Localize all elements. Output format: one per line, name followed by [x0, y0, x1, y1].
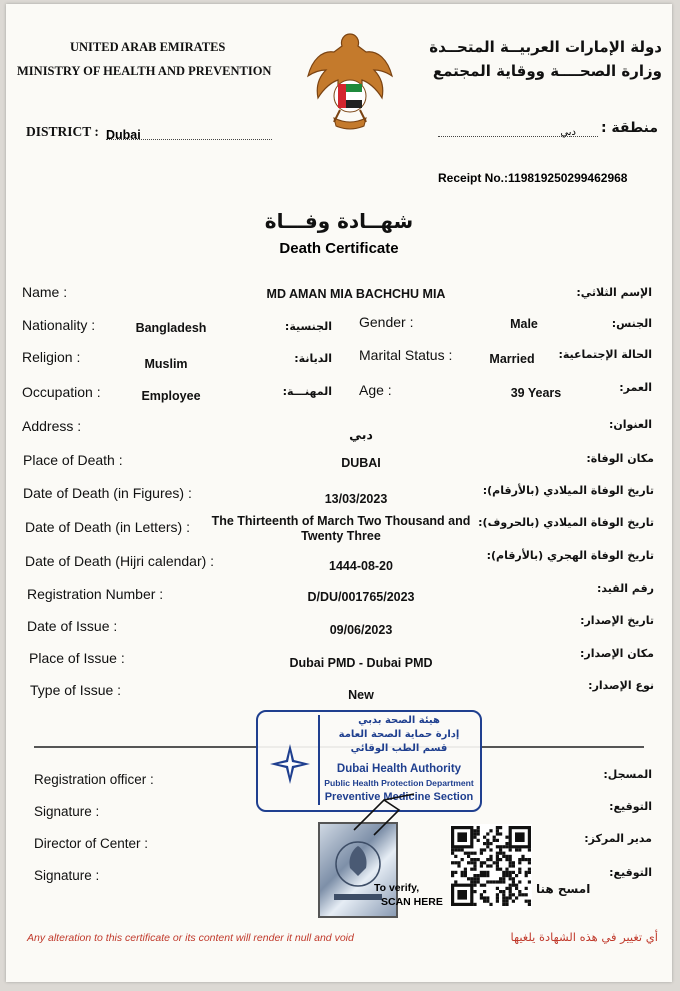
stamp-en-line3: Preventive Medicine Section: [324, 791, 474, 803]
gender-value: Male: [510, 317, 538, 331]
dod-letters-value-line2: Twenty Three: [301, 529, 381, 543]
registration-number-value: D/DU/001765/2023: [307, 590, 415, 604]
signature-scribble-icon: [344, 790, 424, 840]
dod-hijri-value: 1444-08-20: [329, 559, 393, 573]
name-label-ar: الإسم الثلاثي:: [576, 286, 652, 299]
date-of-issue-label: Date of Issue :: [27, 618, 118, 634]
district-line-en: [106, 126, 272, 140]
district-label-ar: منطقة :: [600, 120, 658, 136]
dha-logo-icon: [266, 740, 314, 788]
place-of-issue-label: Place of Issue :: [29, 650, 125, 666]
stamp-en-line2: Public Health Protection Department: [324, 778, 474, 788]
footer-warning-ar: أي تغيير في هذه الشهادة يلغيها: [510, 930, 658, 944]
country-ar: دولة الإمارات العربيــة المتحــدة: [429, 38, 662, 56]
dod-hijri-label-ar: تاريخ الوفاة الهجري (بالأرقام):: [486, 549, 654, 562]
address-label: Address :: [22, 418, 82, 434]
type-of-issue-label: Type of Issue :: [30, 682, 122, 698]
marital-label-ar: الحالة الإجتماعية:: [558, 348, 652, 361]
stamp-en-line1: Dubai Health Authority: [336, 763, 462, 775]
death-certificate: [6, 4, 672, 982]
director-label: Director of Center :: [34, 836, 149, 851]
verify-line1: To verify,: [374, 882, 420, 894]
address-label-ar: العنوان:: [608, 418, 652, 431]
marital-label: Marital Status :: [359, 347, 453, 363]
dod-letters-label-ar: تاريخ الوفاة الميلادي (بالحروف):: [478, 516, 654, 529]
signature2-label-ar: التوقيع:: [609, 866, 652, 879]
verify-ar: امسح هنا: [536, 882, 591, 896]
signature1-label: Signature :: [34, 804, 100, 819]
stamp-ar-line3: قسم الطب الوقائي: [350, 743, 448, 754]
nationality-value: Bangladesh: [135, 321, 207, 335]
dod-hijri-label: Date of Death (Hijri calendar) :: [25, 553, 215, 569]
religion-label: Religion :: [22, 349, 81, 365]
registration-number-label: Registration Number :: [27, 586, 164, 602]
registration-officer-label-ar: المسجل:: [603, 768, 652, 781]
age-label-ar: العمر:: [619, 381, 652, 394]
registration-officer-label: Registration officer :: [34, 772, 154, 787]
country-en: UNITED ARAB EMIRATES: [70, 40, 226, 54]
title-ar: شهــادة وفـــاة: [264, 209, 414, 233]
age-value: 39 Years: [510, 386, 562, 400]
occupation-value: Employee: [141, 389, 201, 403]
place-of-issue-value: Dubai PMD - Dubai PMD: [289, 656, 433, 670]
name-value: MD AMAN MIA BACHCHU MIA: [266, 287, 446, 301]
occupation-label-ar: المهنـــة:: [282, 385, 332, 398]
verify-line2: SCAN HERE: [381, 896, 443, 908]
stamp-ar-line2: إدارة حماية الصحة العامة: [338, 729, 460, 740]
place-of-issue-label-ar: مكان الإصدار:: [579, 647, 654, 660]
qr-code-icon[interactable]: [450, 824, 532, 910]
stamp-ar-line1: هيئة الصحة بدبي: [358, 715, 440, 726]
footer-warning-en: Any alteration to this certificate or its content will render it null and void: [27, 932, 354, 944]
date-of-issue-value: 09/06/2023: [329, 623, 393, 637]
ministry-ar: وزارة الصحــــة ووقاية المجتمع: [432, 62, 662, 80]
dod-figures-value: 13/03/2023: [324, 492, 388, 506]
religion-value: Muslim: [144, 357, 188, 371]
nationality-label-ar: الجنسية:: [284, 320, 332, 333]
date-of-issue-label-ar: تاريخ الإصدار:: [580, 614, 654, 627]
name-label: Name :: [22, 284, 68, 300]
uae-falcon-emblem-icon: [304, 26, 396, 138]
place-of-death-label: Place of Death :: [23, 452, 123, 468]
type-of-issue-label-ar: نوع الإصدار:: [588, 679, 654, 692]
dod-figures-label-ar: تاريخ الوفاة الميلادي (بالأرقام):: [482, 484, 654, 497]
district-label-en: DISTRICT :: [26, 124, 99, 139]
director-label-ar: مدير المركز:: [584, 832, 652, 845]
dod-letters-label: Date of Death (in Letters) :: [25, 519, 190, 535]
place-of-death-value: DUBAI: [341, 456, 381, 470]
registration-number-label-ar: رقم القيد:: [596, 582, 654, 595]
district-line-ar: [438, 122, 598, 137]
district-value-ar: دبي: [560, 127, 576, 138]
district-value-en: Dubai: [106, 128, 141, 142]
place-of-death-label-ar: مكان الوفاة:: [586, 452, 654, 465]
age-label: Age :: [359, 382, 392, 398]
receipt-number: Receipt No.:11981925029946296​8: [438, 171, 628, 185]
marital-value: Married: [489, 352, 535, 366]
occupation-label: Occupation :: [22, 384, 101, 400]
nationality-label: Nationality :: [22, 317, 96, 333]
type-of-issue-value: New: [348, 688, 374, 702]
dod-letters-value-line1: The Thirteenth of March Two Thousand and: [211, 514, 471, 528]
dod-figures-label: Date of Death (in Figures) :: [23, 485, 192, 501]
title-en: Death Certificate: [279, 240, 399, 257]
address-value: دبي: [349, 427, 373, 442]
gender-label-ar: الجنس:: [611, 317, 652, 330]
signature2-label: Signature :: [34, 868, 100, 883]
stamp-divider: [318, 715, 320, 805]
religion-label-ar: الديانة:: [294, 352, 332, 365]
gender-label: Gender :: [359, 314, 414, 330]
ministry-en: MINISTRY OF HEALTH AND PREVENTION: [17, 64, 272, 78]
signature1-label-ar: التوقيع:: [609, 800, 652, 813]
